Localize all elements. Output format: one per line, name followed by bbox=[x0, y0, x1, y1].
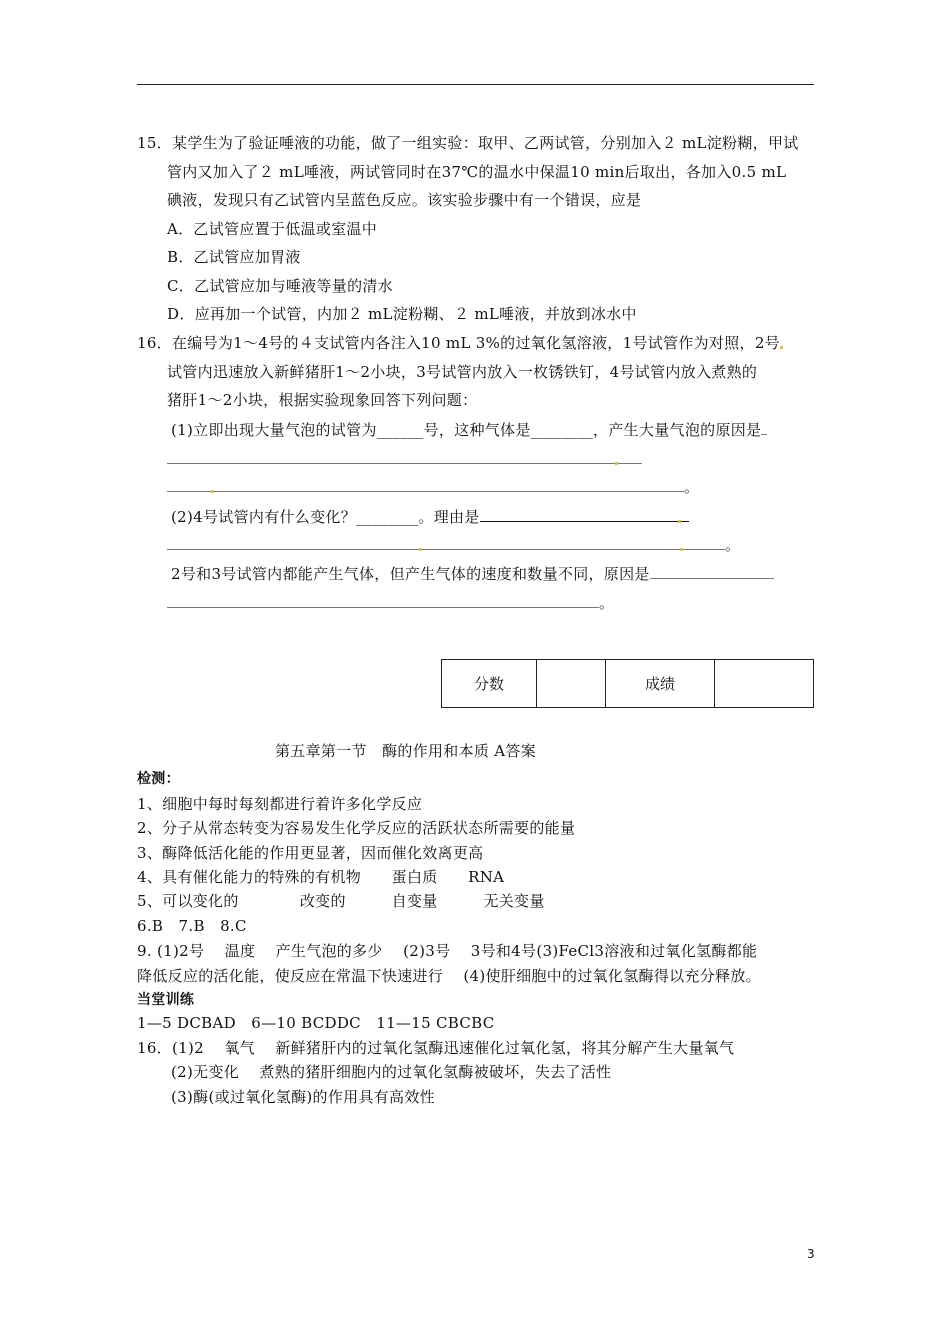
answer-blank bbox=[683, 535, 725, 550]
answer-blank bbox=[214, 477, 684, 492]
answer-title: 第五章第一节 酶的作用和本质 A答案 bbox=[275, 742, 537, 760]
answer-blank bbox=[681, 507, 689, 522]
q15-option-b: B．乙试管应加胃液 bbox=[167, 248, 301, 266]
check-item-4: 4、具有催化能力的特殊的有机物 蛋白质 RNA bbox=[137, 868, 505, 886]
check-heading: 检测： bbox=[137, 771, 180, 787]
q15-option-a: A．乙试管应置于低温或室温中 bbox=[167, 220, 378, 238]
q16-part1 bbox=[171, 420, 767, 440]
check-item-2: 2、分子从常态转变为容易发生化学反应的活跃状态所需要的能量 bbox=[137, 819, 576, 837]
answer-blank bbox=[480, 507, 678, 522]
check-item-1: 1、细胞中每时每刻都进行着许多化学反应 bbox=[137, 795, 423, 813]
q16-part2 bbox=[171, 507, 689, 527]
grade-label: 成绩 bbox=[606, 660, 715, 708]
practice-item-16-3: (3)酶(或过氧化氢酶)的作用具有高效性 bbox=[171, 1088, 435, 1106]
score-value-cell[interactable] bbox=[537, 660, 606, 708]
practice-item-16-1: 16．(1)2 氧气 新鲜猪肝内的过氧化氢酶迅速催化过氧化氢，将其分解产生大量氧气 bbox=[137, 1039, 735, 1057]
check-item-5: 5、可以变化的 改变的 自变量 无关变量 bbox=[137, 892, 545, 910]
q16-part1-end: 。 bbox=[684, 478, 700, 496]
q16-part1-text: (1)立即出现大量气泡的试管为______号，这种气体是________，产生大量气泡的原因是 bbox=[171, 421, 762, 439]
q16-line-1 bbox=[137, 333, 783, 353]
practice-heading: 当堂训练 bbox=[137, 992, 195, 1008]
grade-value-cell[interactable] bbox=[715, 660, 814, 708]
q16-line-3: 猪肝1～2小块，根据实验现象回答下列问题： bbox=[167, 391, 478, 409]
q15-line-2: 管内又加入了２ mL唾液，两试管同时在37℃的温水中保温10 min后取出，各加入0.5 mL bbox=[167, 163, 787, 181]
q16-part1-blank-line-2 bbox=[167, 477, 699, 497]
q16-part3-blank-line bbox=[167, 593, 614, 613]
q16-line-2: 试管内迅速放入新鲜猪肝1～2小块，3号试管内放入一枚锈铁钉，4号试管内放入煮熟的 bbox=[167, 363, 758, 381]
q16-part2-text: (2)4号试管内有什么变化？________。理由是 bbox=[171, 508, 480, 526]
q15-option-c: C．乙试管应加与唾液等量的清水 bbox=[167, 277, 393, 295]
header-rule bbox=[137, 84, 814, 85]
answer-blank bbox=[761, 420, 767, 435]
q16-part2-end: 。 bbox=[725, 536, 741, 554]
answer-blank bbox=[618, 449, 642, 464]
q15-option-d: D．应再加一个试管，内加２ mL淀粉糊、２ mL唾液，并放到冰水中 bbox=[167, 305, 637, 323]
practice-item-16-2: (2)无变化 煮熟的猪肝细胞内的过氧化氢酶被破坏，失去了活性 bbox=[171, 1063, 612, 1081]
score-table bbox=[441, 659, 814, 708]
answer-blank bbox=[167, 535, 419, 550]
score-label: 分数 bbox=[442, 660, 537, 708]
answer-blank bbox=[167, 593, 599, 608]
check-item-3: 3、酶降低活化能的作用更显著，因而催化效离更高 bbox=[137, 844, 484, 862]
q16-part3-end: 。 bbox=[599, 594, 615, 612]
q15-line-1: 15．某学生为了验证唾液的功能，做了一组实验：取甲、乙两试管，分别加入２ mL淀粉糊，甲试 bbox=[137, 134, 799, 152]
q16-line-1-text: 16．在编号为1～4号的４支试管内各注入10 mL 3%的过氧化氢溶液，1号试管作为对照，2号 bbox=[137, 334, 780, 352]
check-item-6: 6.B 7.B 8.C bbox=[137, 917, 247, 935]
page-number: 3 bbox=[807, 1247, 815, 1261]
q16-part1-blank-line bbox=[167, 449, 642, 469]
answer-blank bbox=[167, 477, 211, 492]
q15-line-3: 碘液，发现只有乙试管内呈蓝色反应。该实验步骤中有一个错误，应是 bbox=[167, 191, 642, 209]
check-item-9-line-1: 9. (1)2号 温度 产生气泡的多少 (2)3号 3号和4号(3)FeCl3溶液和过氧化氢酶都能 bbox=[137, 942, 758, 960]
q16-part2-blank-line bbox=[167, 535, 740, 555]
practice-item-1: 1—5 DCBAD 6—10 BCDDC 11—15 CBCBC bbox=[137, 1014, 495, 1032]
scan-artifact-mark bbox=[780, 346, 783, 349]
q16-part3 bbox=[171, 564, 774, 584]
q16-part3-text: 2号和3号试管内都能产生气体，但产生气体的速度和数量不同，原因是 bbox=[171, 565, 650, 583]
answer-blank bbox=[650, 564, 774, 579]
answer-blank bbox=[167, 449, 615, 464]
check-item-9-line-2: 降低反应的活化能，使反应在常温下快速进行 (4)使肝细胞中的过氧化氢酶得以充分释放。 bbox=[137, 967, 761, 985]
answer-blank bbox=[422, 535, 680, 550]
